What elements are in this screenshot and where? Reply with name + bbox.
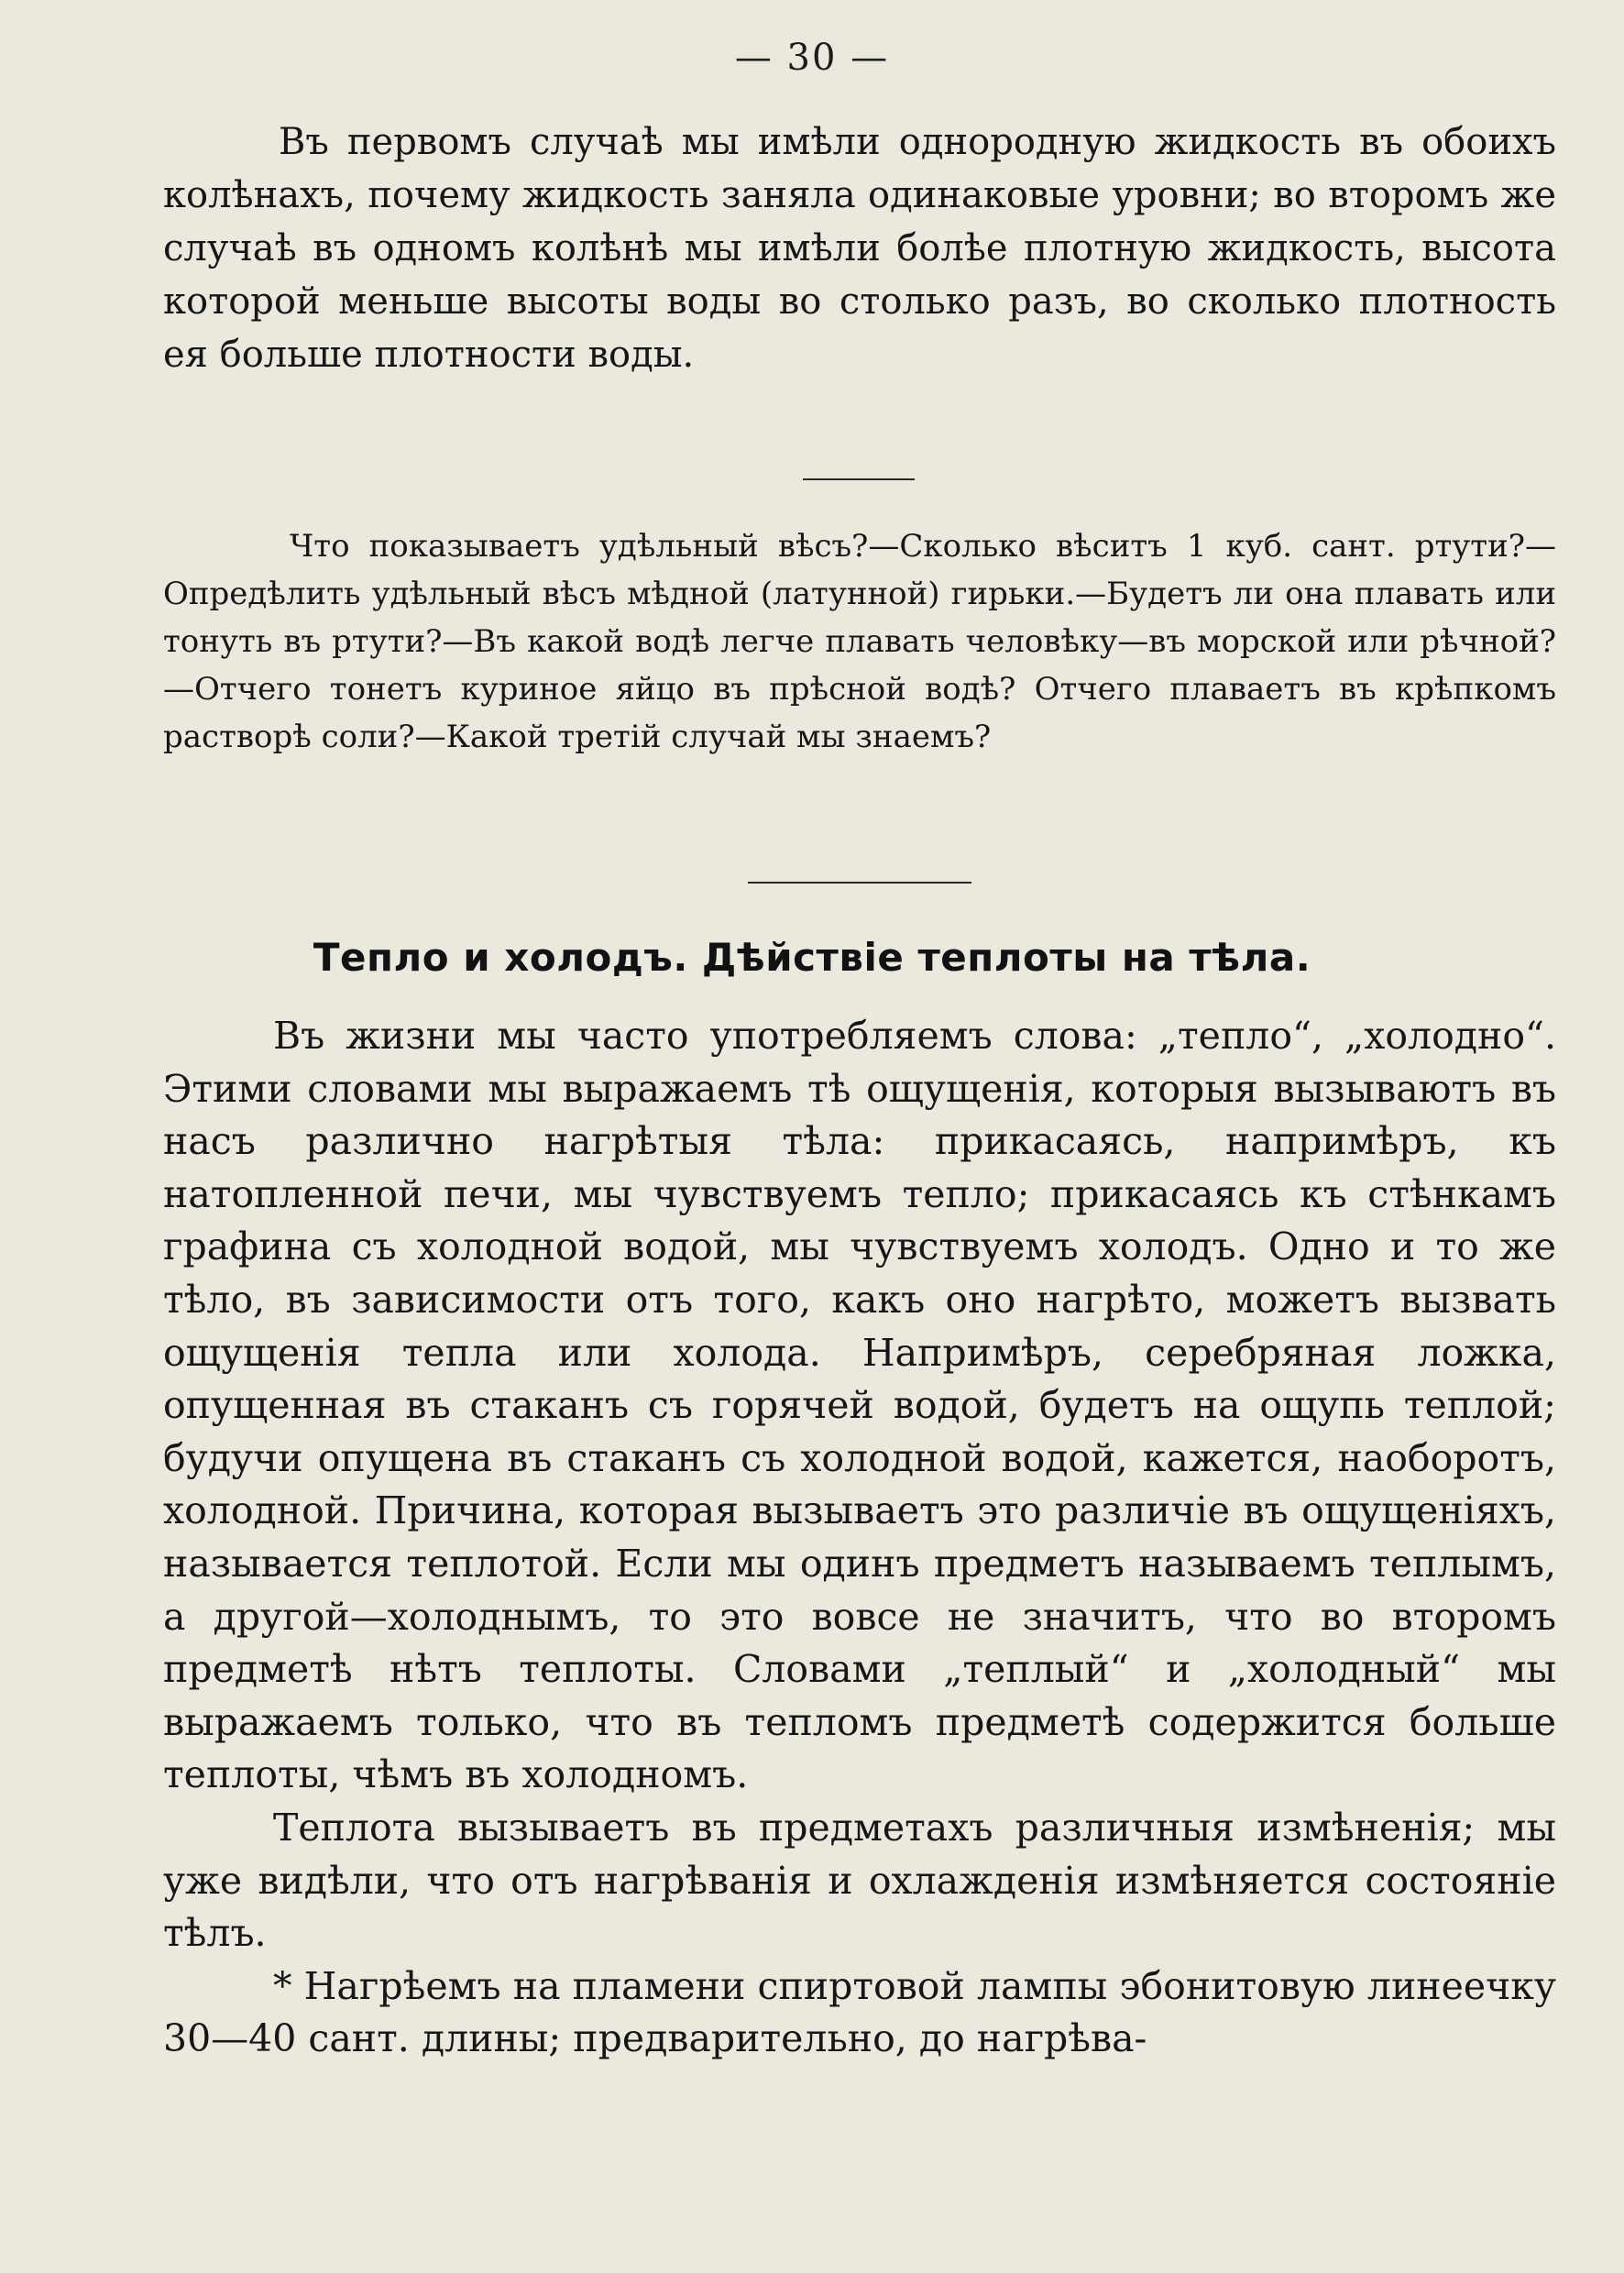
paragraph-liquid-levels: Въ первомъ случаѣ мы имѣли однородную жидкость въ обоихъ колѣнахъ, почему жидкость заняла одинаковые уровни; во второмъ же случаѣ въ одномъ колѣнѣ мы имѣли болѣе плотную жидкость, высота которой меньше высоты воды во столько разъ, во сколько плотность ея больше плотности воды. xyxy=(163,121,1556,376)
paragraph-experiment: * Нагрѣемъ на пламени спиртовой лампы эбонитовую линеечку 30—40 сант. длины; предварительно, до нагрѣва- xyxy=(163,1963,1556,2061)
page-number: — 30 — xyxy=(734,37,890,79)
paragraph-heat-sensation: Въ жизни мы часто употребляемъ слова: „тепло“, „холодно“. Этими словами мы выражаемъ тѣ ощущенія, которыя вызываютъ въ насъ различно нагрѣтыя тѣла: прикасаясь, напримѣръ, къ натопленной печи, мы чувствуемъ тепло; прикасаясь къ стѣнкамъ графина съ холодной водой, мы чувствуемъ холодъ. Одно и то же тѣло, въ зависимости отъ того, какъ оно нагрѣто, можетъ вызвать ощущенія тепла или холода. Напримѣръ, серебряная ложка, опущенная въ стаканъ съ горячей водой, будетъ на ощупь теплой; будучи опущена въ стаканъ съ холодной водой, кажется, наоборотъ, холодной. Причина, которая вызываетъ это различіе въ ощущеніяхъ, называется теплотой. Если мы одинъ предметъ называемъ теплымъ, а другой—холоднымъ, то это вовсе не значитъ, что во второмъ предметѣ нѣтъ теплоты. Словами „теплый“ и „холодный“ мы выражаемъ только, что въ тепломъ предметѣ содержится больше теплоты, чѣмъ въ холодномъ. xyxy=(163,1014,1556,1797)
review-questions: Что показываетъ удѣльный вѣсъ?—Сколько вѣситъ 1 куб. сант. ртути?—Опредѣлить удѣльный вѣсъ мѣдной (латунной) гирьки.—Будетъ ли она плавать или тонуть въ ртути?—Въ какой водѣ легче плавать человѣку—въ морской или рѣчной?—Отчего тонетъ куриное яйцо въ прѣсной водѣ? Отчего плаваетъ въ крѣпкомъ растворѣ соли?—Какой третій случай мы знаемъ? xyxy=(163,528,1556,755)
paragraph-heat-changes: Теплота вызываетъ въ предметахъ различныя измѣненія; мы уже видѣли, что отъ нагрѣванія и охлажденія измѣняется состояніе тѣлъ. xyxy=(163,1805,1556,1956)
section-divider-long xyxy=(748,882,971,884)
body-text xyxy=(163,1010,1556,2066)
section-divider-short xyxy=(803,478,915,480)
section-heading: Тепло и холодъ. Дѣйствіе теплоты на тѣла. xyxy=(313,935,1311,980)
